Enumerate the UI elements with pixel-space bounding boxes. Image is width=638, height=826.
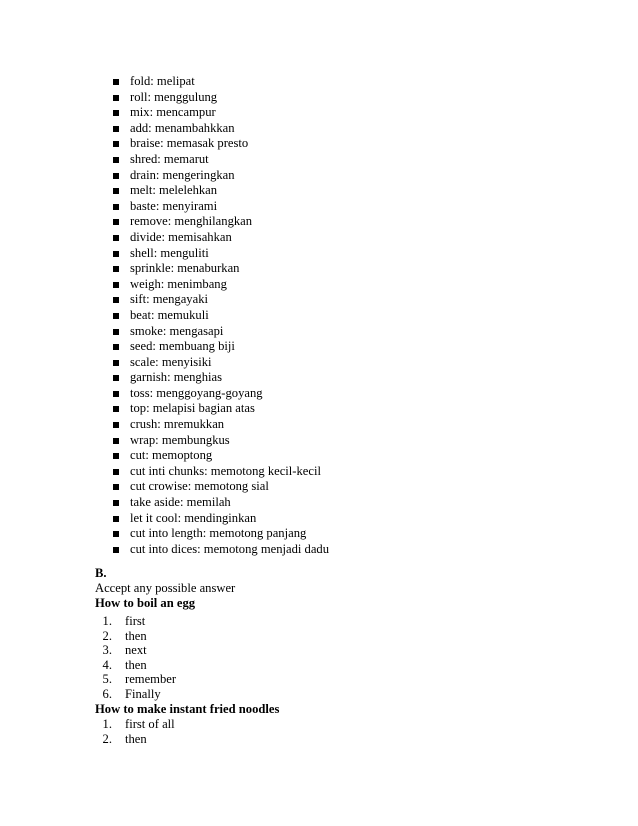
vocabulary-list	[98, 74, 329, 557]
step-number: 2.	[102, 731, 112, 746]
vocab-text: remove: menghilangkan	[130, 214, 253, 229]
step-item	[95, 717, 175, 732]
vocab-text: cut inti chunks: memotong kecil-kecil	[130, 463, 321, 478]
vocab-item	[98, 136, 329, 152]
vocab-item	[98, 495, 329, 511]
vocab-text: toss: menggoyang-goyang	[130, 385, 263, 400]
step-text: then	[125, 657, 147, 672]
square-bullet-icon	[113, 297, 119, 303]
vocab-text: sift: mengayaki	[130, 292, 208, 307]
step-number: 4.	[102, 657, 112, 672]
step-item	[95, 614, 176, 629]
step-number: 2.	[102, 628, 112, 643]
step-item	[95, 643, 176, 658]
vocab-text: divide: memisahkan	[130, 229, 232, 244]
vocab-text: sprinkle: menaburkan	[130, 261, 240, 276]
vocab-text: beat: memukuli	[130, 307, 209, 322]
vocab-text: melt: melelehkan	[130, 183, 218, 198]
square-bullet-icon	[113, 344, 119, 350]
vocab-text: top: melapisi bagian atas	[130, 401, 255, 416]
step-item	[95, 629, 176, 644]
square-bullet-icon	[113, 360, 119, 366]
vocab-text: seed: membuang biji	[130, 339, 235, 354]
vocab-text: mix: mencampur	[130, 105, 216, 120]
square-bullet-icon	[113, 500, 119, 506]
square-bullet-icon	[113, 79, 119, 85]
vocab-item	[98, 199, 329, 215]
vocab-item	[98, 448, 329, 464]
step-text: Finally	[125, 686, 161, 701]
square-bullet-icon	[113, 484, 119, 490]
square-bullet-icon	[113, 110, 119, 116]
vocab-item	[98, 526, 329, 542]
vocab-text: roll: menggulung	[130, 89, 218, 104]
noodles-title: How to make instant fried noodles	[95, 702, 280, 716]
square-bullet-icon	[113, 95, 119, 101]
square-bullet-icon	[113, 219, 119, 225]
step-text: then	[125, 731, 147, 746]
step-text: first	[125, 614, 146, 628]
vocab-text: add: menambahkkan	[130, 120, 235, 135]
square-bullet-icon	[113, 453, 119, 459]
step-number: 6.	[102, 686, 112, 701]
vocab-text: drain: mengeringkan	[130, 167, 235, 182]
vocab-item	[98, 168, 329, 184]
vocab-text: cut into length: memotong panjang	[130, 526, 307, 541]
square-bullet-icon	[113, 547, 119, 553]
step-item	[95, 687, 176, 702]
noodles-steps-list	[95, 717, 175, 746]
vocab-item	[98, 74, 329, 90]
square-bullet-icon	[113, 188, 119, 194]
vocab-text: cut into dices: memotong menjadi dadu	[130, 541, 330, 556]
vocab-text: cut crowise: memotong sial	[130, 479, 269, 494]
square-bullet-icon	[113, 375, 119, 381]
vocab-text: let it cool: mendinginkan	[130, 510, 257, 525]
square-bullet-icon	[113, 422, 119, 428]
square-bullet-icon	[113, 329, 119, 335]
step-number: 1.	[102, 614, 112, 628]
square-bullet-icon	[113, 313, 119, 319]
square-bullet-icon	[113, 531, 119, 537]
square-bullet-icon	[113, 516, 119, 522]
step-number: 5.	[102, 672, 112, 687]
vocab-item	[98, 105, 329, 121]
vocab-item	[98, 152, 329, 168]
square-bullet-icon	[113, 406, 119, 412]
square-bullet-icon	[113, 438, 119, 444]
vocab-item	[98, 230, 329, 246]
vocab-item	[98, 339, 329, 355]
vocab-text: weigh: menimbang	[130, 276, 227, 291]
vocab-item	[98, 246, 329, 262]
vocab-item	[98, 324, 329, 340]
vocab-item	[98, 542, 329, 558]
vocab-text: shell: menguliti	[130, 245, 209, 260]
vocab-text: take aside: memilah	[130, 495, 231, 510]
vocab-item	[98, 386, 329, 402]
vocab-item	[98, 261, 329, 277]
vocab-item	[98, 479, 329, 495]
section-b-heading: B.	[95, 566, 107, 580]
egg-title: How to boil an egg	[95, 596, 196, 610]
step-text: first of all	[125, 717, 175, 731]
step-item	[95, 732, 175, 747]
vocab-text: garnish: menghias	[130, 370, 222, 385]
section-b-note: Accept any possible answer	[95, 581, 236, 595]
egg-steps-list	[95, 614, 176, 702]
vocab-text: braise: memasak presto	[130, 136, 249, 151]
vocab-item	[98, 214, 329, 230]
square-bullet-icon	[113, 266, 119, 272]
vocab-item	[98, 277, 329, 293]
step-text: next	[125, 643, 147, 658]
vocab-item	[98, 183, 329, 199]
square-bullet-icon	[113, 469, 119, 475]
step-text: then	[125, 628, 147, 643]
square-bullet-icon	[113, 235, 119, 241]
vocab-text: smoke: mengasapi	[130, 323, 224, 338]
vocab-item	[98, 308, 329, 324]
vocab-item	[98, 511, 329, 527]
square-bullet-icon	[113, 126, 119, 132]
step-item	[95, 672, 176, 687]
square-bullet-icon	[113, 391, 119, 397]
step-item	[95, 658, 176, 673]
square-bullet-icon	[113, 282, 119, 288]
square-bullet-icon	[113, 251, 119, 257]
vocab-item	[98, 433, 329, 449]
vocab-text: wrap: membungkus	[130, 432, 230, 447]
vocab-item	[98, 355, 329, 371]
square-bullet-icon	[113, 141, 119, 147]
square-bullet-icon	[113, 157, 119, 163]
square-bullet-icon	[113, 173, 119, 179]
step-number: 1.	[102, 717, 112, 731]
vocab-text: crush: mremukkan	[130, 417, 225, 432]
vocab-item	[98, 370, 329, 386]
vocab-item	[98, 464, 329, 480]
vocab-text: fold: melipat	[130, 74, 195, 88]
vocab-text: scale: menyisiki	[130, 354, 212, 369]
vocab-item	[98, 401, 329, 417]
step-text: remember	[125, 672, 177, 687]
vocab-item	[98, 417, 329, 433]
vocab-text: baste: menyirami	[130, 198, 218, 213]
vocab-item	[98, 90, 329, 106]
square-bullet-icon	[113, 204, 119, 210]
vocab-item	[98, 292, 329, 308]
vocab-text: shred: memarut	[130, 151, 209, 166]
vocab-item	[98, 121, 329, 137]
vocab-text: cut: memoptong	[130, 448, 213, 463]
step-number: 3.	[102, 643, 112, 658]
